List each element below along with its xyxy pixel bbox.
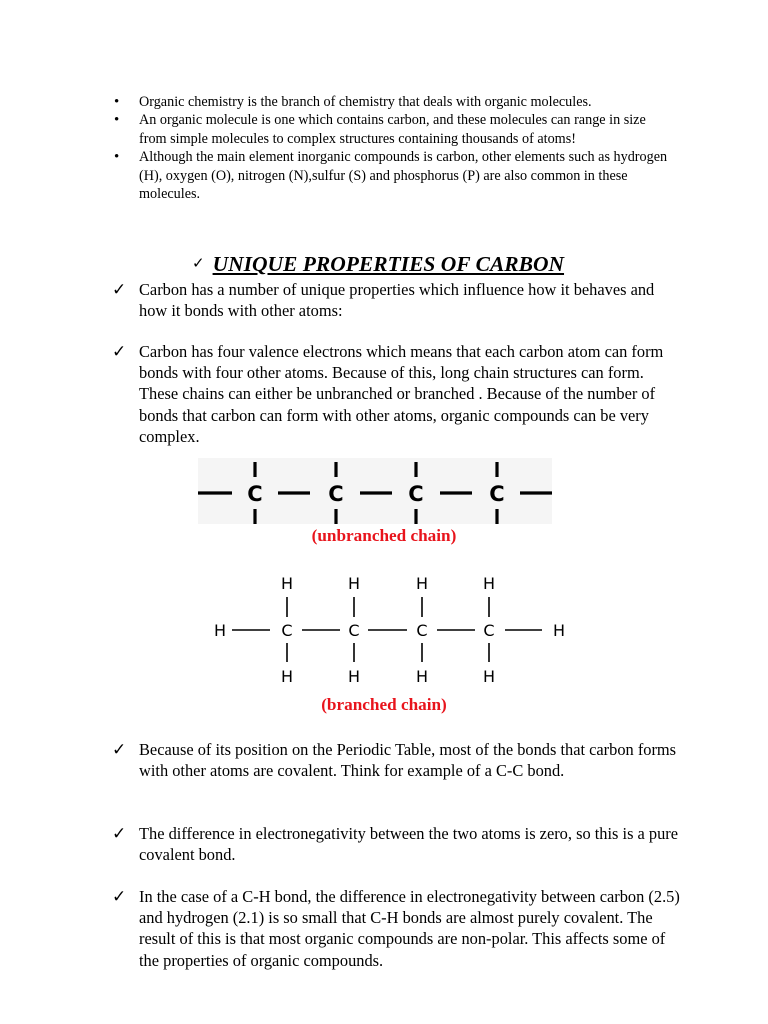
check-point-text: In the case of a C-H bond, the difference in electronegativity between carbon (2.5) and hydrogen (2.1) is so small that C-H bonds are almost purely covalent. The result of this is that most organic compounds are non-polar. This affects some of the properties of organic compounds. bbox=[139, 887, 680, 970]
branched-chain-caption: (branched chain) bbox=[321, 695, 447, 714]
bond-lines bbox=[232, 597, 542, 662]
hydrogen-atom: H bbox=[415, 574, 429, 593]
check-icon: ✓ bbox=[112, 824, 127, 843]
intro-bullet: • An organic molecule is one which contains carbon, and these molecules can range in size from simple molecules to complex structures containing thousands of atoms! bbox=[112, 111, 672, 148]
carbon-atom: C bbox=[281, 621, 293, 640]
intro-bullet-list bbox=[112, 93, 672, 203]
check-point bbox=[112, 279, 682, 321]
check-point-text: Carbon has a number of unique properties which influence how it behaves and how it bonds with other atoms: bbox=[139, 280, 655, 321]
carbon-atom: C bbox=[489, 482, 505, 506]
carbon-atom: C bbox=[483, 621, 495, 640]
carbon-atom: C bbox=[348, 621, 360, 640]
hydrogen-atom: H bbox=[552, 621, 566, 640]
check-point-text: Because of its position on the Periodic Table, most of the bonds that carbon forms with other atoms are covalent. Think for example of a C-C bond. bbox=[139, 740, 677, 781]
check-icon: ✓ bbox=[192, 256, 205, 272]
unbranched-chain-caption: (unbranched chain) bbox=[311, 526, 457, 545]
check-icon: ✓ bbox=[112, 342, 127, 361]
check-point bbox=[112, 341, 682, 447]
carbon-atom: C bbox=[408, 482, 424, 506]
hydrogen-atom: H bbox=[280, 667, 294, 686]
hydrogen-atom: H bbox=[482, 574, 496, 593]
check-point bbox=[112, 823, 682, 865]
check-point bbox=[112, 886, 682, 971]
check-point-text: The difference in electronegativity between the two atoms is zero, so this is a pure covalent bond. bbox=[139, 824, 679, 865]
check-icon: ✓ bbox=[112, 740, 127, 759]
section-title: UNIQUE PROPERTIES OF CARBON bbox=[212, 252, 565, 276]
carbon-atom: C bbox=[328, 482, 344, 506]
branched-chain-diagram bbox=[0, 570, 768, 690]
intro-bullet: • Although the main element inorganic compounds is carbon, other elements such as hydrogen (H), oxygen (O), nitrogen (N),sulfur (S) and phosphorus (P) are also common in these molecules. bbox=[112, 148, 672, 203]
hydrogen-atom: H bbox=[213, 621, 227, 640]
check-icon: ✓ bbox=[112, 280, 127, 299]
check-point-text: Carbon has four valence electrons which means that each carbon atom can form bonds with four other atoms. Because of this, long chain structures can form. These chains can either be unbranched or branched . Because of the number of bonds that carbon can form with other atoms, organic compounds can be very complex. bbox=[139, 342, 664, 446]
hydrogen-atom: H bbox=[280, 574, 294, 593]
hydrogen-atom: H bbox=[415, 667, 429, 686]
section-heading bbox=[192, 250, 564, 278]
hydrogen-atom: H bbox=[347, 667, 361, 686]
unbranched-chain-diagram bbox=[0, 455, 768, 529]
hydrogen-atom: H bbox=[347, 574, 361, 593]
hydrogen-atom: H bbox=[482, 667, 496, 686]
carbon-atom: C bbox=[247, 482, 263, 506]
intro-bullet: • Organic chemistry is the branch of chemistry that deals with organic molecules. bbox=[112, 93, 672, 111]
carbon-atom: C bbox=[416, 621, 428, 640]
check-icon: ✓ bbox=[112, 887, 127, 906]
check-point bbox=[112, 739, 682, 781]
